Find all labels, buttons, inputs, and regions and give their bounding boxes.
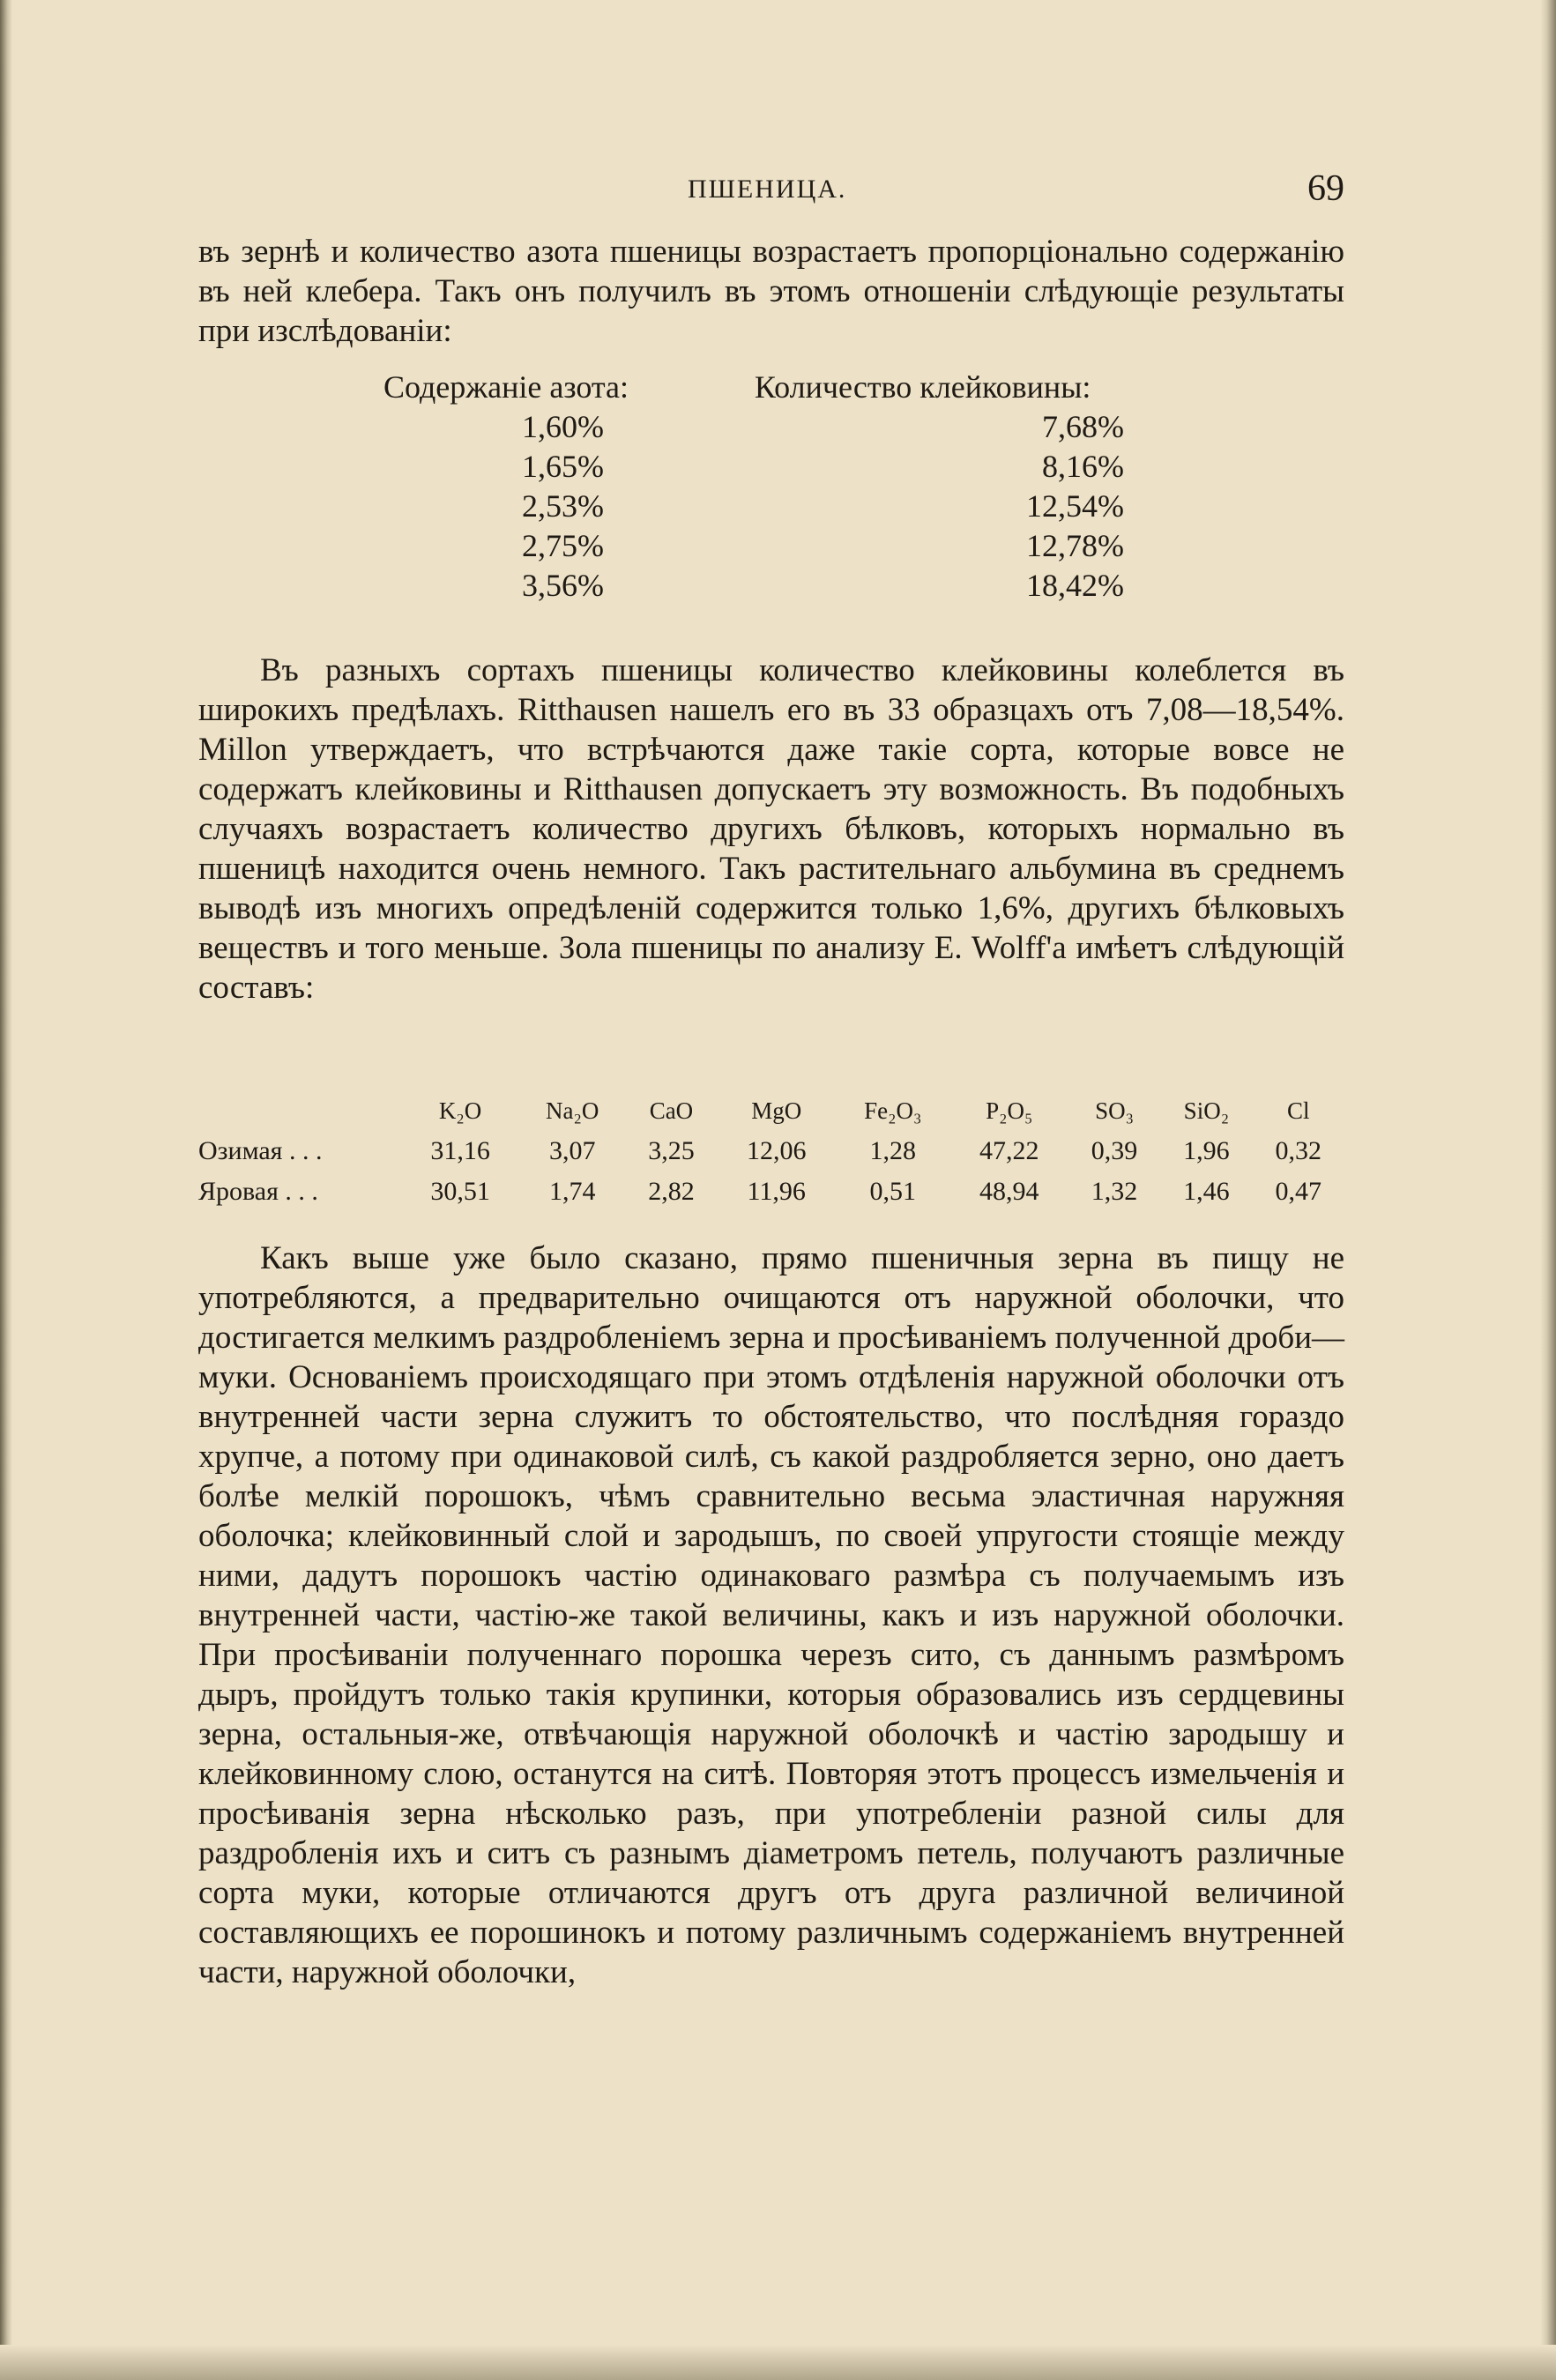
ash-table-header [198, 1090, 1344, 1131]
gluten-value: 18,42% [1026, 568, 1124, 603]
nitrogen-gluten-table [383, 368, 1177, 606]
ash-value: 3,07 [548, 1136, 596, 1165]
table-row [383, 487, 1177, 527]
ash-value: 11,96 [747, 1177, 806, 1206]
running-head [198, 167, 1344, 212]
gluten-header: Количество клейковины: [754, 369, 1091, 405]
table-row [383, 448, 1177, 487]
ash-value: 1,32 [1091, 1177, 1138, 1206]
ash-header-cell: K₂O [438, 1097, 482, 1124]
ash-label-header [198, 1090, 401, 1131]
row-label: Озимая . . . [198, 1136, 323, 1165]
ash-value: 0,51 [869, 1177, 916, 1206]
nitrogen-header: Содержаніе азота: [383, 369, 629, 405]
ash-value: 0,47 [1275, 1177, 1322, 1206]
ash-composition-table [198, 1090, 1344, 1212]
ash-value: 12,06 [746, 1136, 807, 1165]
page-edge-right [1540, 0, 1556, 2380]
nitrogen-value: 3,56% [522, 568, 604, 603]
gluten-value: 12,54% [1026, 488, 1124, 524]
ash-value: 1,96 [1183, 1136, 1230, 1165]
table-row [383, 408, 1177, 448]
ash-value: 1,28 [869, 1136, 916, 1165]
ash-header-cell: Cl [1287, 1097, 1310, 1124]
nitrogen-value: 1,65% [522, 449, 604, 484]
page-edge-left [0, 0, 12, 2380]
ash-value: 1,74 [548, 1177, 596, 1206]
ash-value: 1,46 [1183, 1177, 1230, 1206]
gluten-value: 8,16% [1042, 449, 1124, 484]
page-number: 69 [1307, 168, 1344, 209]
nitrogen-value: 1,60% [522, 409, 604, 444]
ash-header-cell: Na₂O [546, 1097, 599, 1124]
nitrogen-table-header [383, 368, 1177, 408]
ash-value: 0,32 [1275, 1136, 1322, 1165]
ash-header-cell: SiO₂ [1183, 1097, 1230, 1124]
page-edge-bottom [0, 2345, 1556, 2380]
ash-value: 48,94 [979, 1177, 1039, 1206]
paragraph-3: Какъ выше уже было сказано, прямо пшеничныя зерна въ пищу не употребляются, а предварительно очищаются отъ наружной оболочки, что достигается мелкимъ раздробленіемъ зерна и просѣиваніемъ полученной дроби—муки. Основаніемъ происходящаго при этомъ отдѣленія наружной оболочки отъ внутренней части зерна служитъ то обстоятельство, что послѣдняя гораздо хрупче, а потому при одинаковой силѣ, съ какой раздробляется зерно, оно даетъ болѣе мелкій порошокъ, чѣмъ сравнительно весьма эластичная наружняя оболочка; клейковинный слой и зародышъ, по своей упругости стоящіе между ними, дадутъ порошокъ частію одинаковаго размѣра съ получаемымъ изъ внутренней части, частію-же такой величины, какъ и изъ наружной оболочки. При просѣиваніи полученнаго порошка черезъ сито, съ даннымъ размѣромъ дыръ, пройдутъ только такія крупинки, которыя образовались изъ сердцевины зерна, остальныя-же, отвѣчающія наружной оболочкѣ и частію зародышу и клейковинному слою, останутся на ситѣ. Повторяя этотъ процессъ измельченія и просѣиванія зерна нѣсколько разъ, при употребленіи разной силы для раздробленія ихъ и ситъ съ разнымъ діаметромъ петель, получаютъ различные сорта муки, которые отличаются другъ отъ друга различной величиной составляющихъ ее порошинокъ и потому различнымъ содержаніемъ внутренней части, наружной оболочки, [198, 1240, 1344, 1990]
table-row [198, 1131, 1344, 1171]
ash-value: 30,51 [430, 1177, 490, 1206]
row-label: Яровая . . . [198, 1177, 318, 1206]
ash-value: 0,39 [1091, 1136, 1138, 1165]
nitrogen-value: 2,75% [522, 528, 604, 563]
ash-value: 2,82 [648, 1177, 695, 1206]
ash-header-cell: CaO [649, 1097, 694, 1124]
nitrogen-value: 2,53% [522, 488, 604, 524]
gluten-value: 7,68% [1042, 409, 1124, 444]
paragraph-1: въ зернѣ и количество азота пшеницы возрастаетъ пропорціонально содержанію въ ней клебера. Такъ онъ получилъ въ этомъ отношеніи слѣдующіе результаты при изслѣдованіи: [198, 234, 1344, 349]
table-row [383, 527, 1177, 567]
ash-value: 47,22 [979, 1136, 1039, 1165]
running-title: ПШЕНИЦА. [688, 175, 847, 204]
table-row [383, 567, 1177, 606]
ash-value: 3,25 [648, 1136, 695, 1165]
ash-header-cell: SO₃ [1095, 1097, 1134, 1124]
ash-header-cell: Fe₂O₃ [864, 1097, 922, 1124]
ash-header-cell: MgO [751, 1097, 802, 1124]
ash-value: 31,16 [430, 1136, 490, 1165]
gluten-value: 12,78% [1026, 528, 1124, 563]
table-row [198, 1171, 1344, 1212]
paragraph-2: Въ разныхъ сортахъ пшеницы количество клейковины колеблется въ широкихъ предѣлахъ. Ritthausen нашелъ его въ 33 образцахъ отъ 7,08—18,54%. Millon утверждаетъ, что встрѣчаются даже такіе сорта, которые вовсе не содержатъ клейковины и Ritthausen допускаетъ эту возможность. Въ подобныхъ случаяхъ возрастаетъ количество другихъ бѣлковъ, которыхъ нормально въ пшеницѣ находится очень немного. Такъ растительнаго альбумина въ среднемъ выводѣ изъ многихъ опредѣленій содержится только 1,6%, другихъ бѣлковыхъ веществъ и того меньше. Зола пшеницы по анализу E. Wolff'a имѣетъ слѣдующій составъ: [198, 652, 1344, 1006]
ash-header-cell: P₂O₅ [986, 1097, 1033, 1124]
